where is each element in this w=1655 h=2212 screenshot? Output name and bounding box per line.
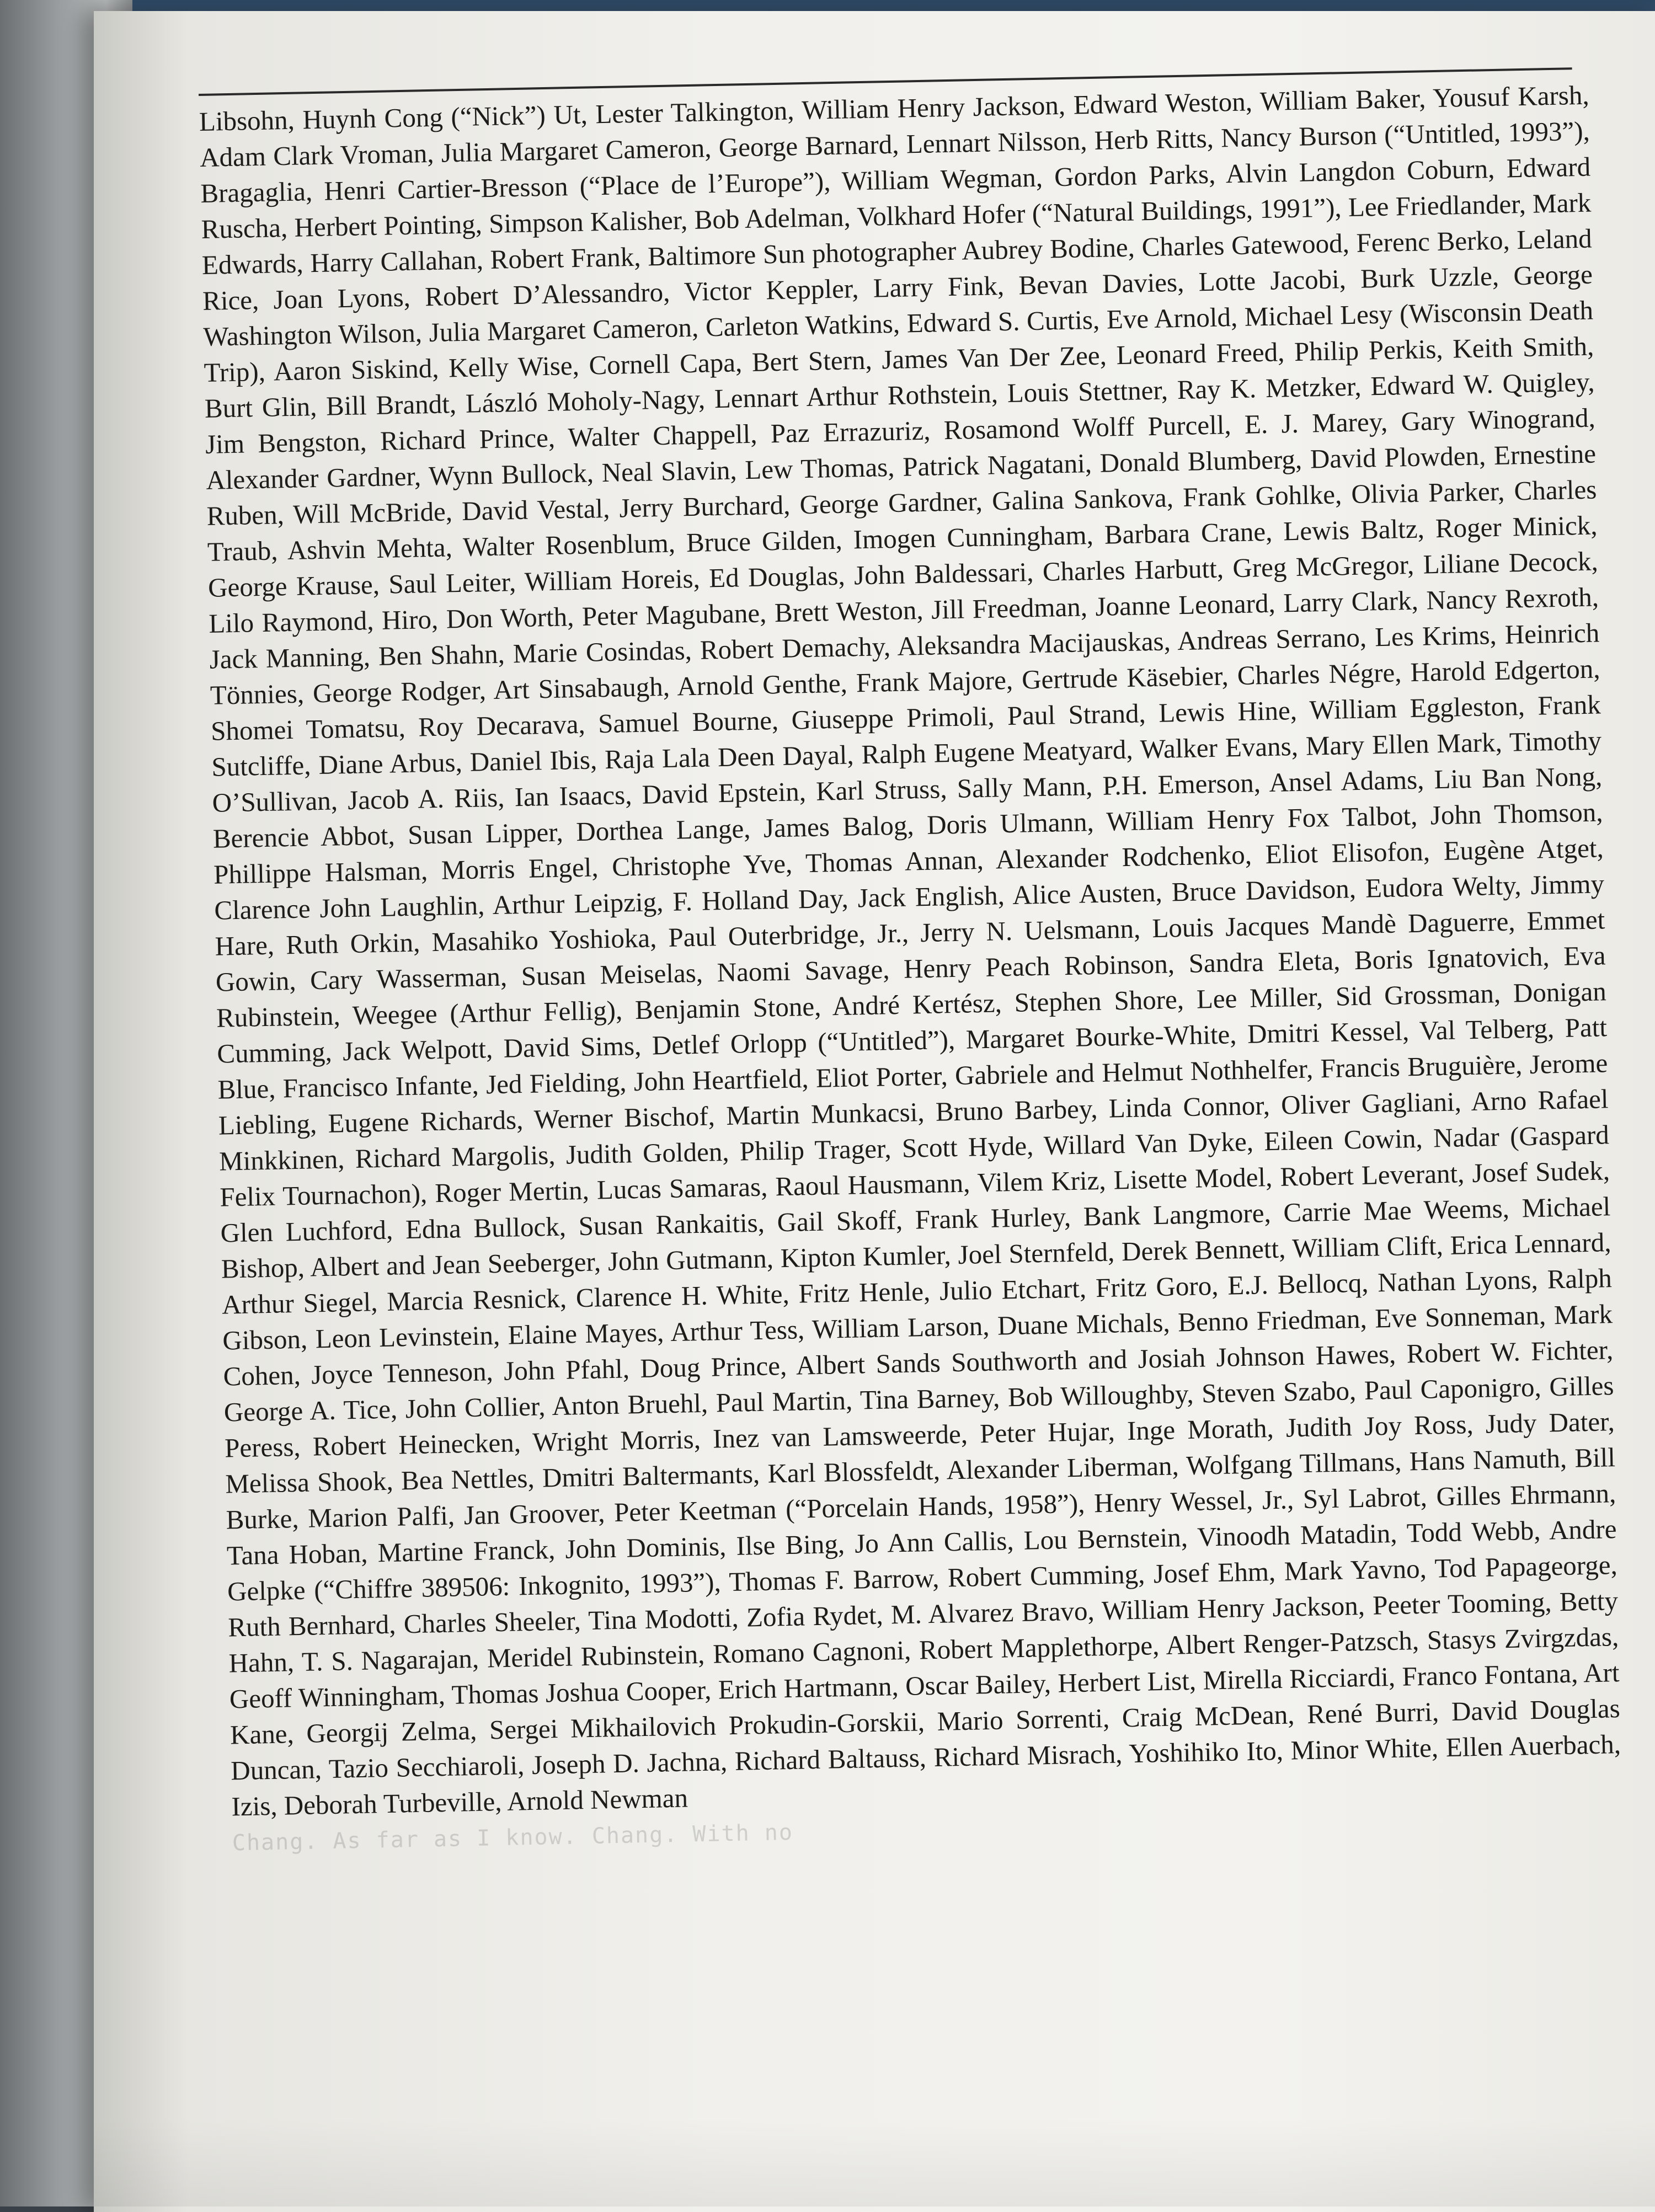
photographer-names-paragraph: Libsohn, Huynh Cong (“Nick”) Ut, Lester Talkington, William Henry Jackson, Edward Weston, William Baker, Yousuf Karsh, Adam Clark Vroman, Julia Margaret Cameron, George Barnard, Lennart Nilsson, Herb Ritts, Nancy Burson (“Untitled, 1993”), Bragaglia, Henri Cartier-Bresson (“Place de l’Europe”), William Wegman, Gordon Parks, Alvin Langdon Coburn, Edward Ruscha, Herbert Pointing, Simpson Kalisher, Bob Adelman, Volkhard Hofer (“Natural Buildings, 1991”), Lee Friedlander, Mark Edwards, Harry Callahan, Robert Frank, Baltimore Sun photographer Aubrey Bodine, Charles Gatewood, Ferenc Berko, Leland Rice, Joan Lyons, Robert D’Alessandro, Victor Keppler, Larry Fink, Bevan Davies, Lotte Jacobi, Burk Uzzle, George Washington Wilson, Julia Margaret Cameron, Carleton Watkins, Edward S. Curtis, Eve Arnold, Michael Lesy (Wisconsin Death Trip), Aaron Siskind, Kelly Wise, Cornell Capa, Bert Stern, James Van Der Zee, Leonard Freed, Philip Perkis, Keith Smith, Burt Glin, Bill Brandt, László Moholy-Nagy, Lennart Arthur Rothstein, Louis Stettner, Ray K. Metzker, Edward W. Quigley, Jim Bengston, Richard Prince, Walter Chappell, Paz Errazuriz, Rosamond Wolff Purcell, E. J. Marey, Gary Winogrand, Alexander Gardner, Wynn Bullock, Neal Slavin, Lew Thomas, Patrick Nagatani, Donald Blumberg, David Plowden, Ernestine Ruben, Will McBride, David Vestal, Jerry Burchard, George Gardner, Galina Sankova, Frank Gohlke, Olivia Parker, Charles Traub, Ashvin Mehta, Walter Rosenblum, Bruce Gilden, Imogen Cunningham, Barbara Crane, Lewis Baltz, Roger Minick, George Krause, Saul Leiter, William Horeis, Ed Douglas, John Baldessari, Charles Harbutt, Greg McGregor, Liliane Decock, Lilo Raymond, Hiro, Don Worth, Peter Magubane, Brett Weston, Jill Freedman, Joanne Leonard, Larry Clark, Nancy Rexroth, Jack Manning, Ben Shahn, Marie Cosindas, Robert Demachy, Aleksandra Macijauskas, Andreas Serrano, Les Krims, Heinrich Tönnies, George Rodger, Art Sinsabaugh, Arnold Genthe, Frank Majore, Gertrude Käsebier, Charles Négre, Harold Edgerton, Shomei Tomatsu, Roy Decarava, Samuel Bourne, Giuseppe Primoli, Paul Strand, Lewis Hine, William Eggleston, Frank Sutcliffe, Diane Arbus, Daniel Ibis, Raja Lala Deen Dayal, Ralph Eugene Meatyard, Walker Evans, Mary Ellen Mark, Timothy O’Sullivan, Jacob A. Riis, Ian Isaacs, David Epstein, Karl Struss, Sally Mann, P.H. Emerson, Ansel Adams, Liu Ban Nong, Berencie Abbot, Susan Lipper, Dorthea Lange, James Balog, Doris Ulmann, William Henry Fox Talbot, John Thomson, Phillippe Halsman, Morris Engel, Christophe Yve, Thomas Annan, Alexander Rodchenko, Eliot Elisofon, Eugène Atget, Clarence John Laughlin, Arthur Leipzig, F. Holland Day, Jack English, Alice Austen, Bruce Davidson, Eudora Welty, Jimmy Hare, Ruth Orkin, Masahiko Yoshioka, Paul Outerbridge, Jr., Jerry N. Uelsmann, Louis Jacques Mandè Daguerre, Emmet Gowin, Cary Wasserman, Susan Meiselas, Naomi Savage, Henry Peach Robinson, Sandra Eleta, Boris Ignatovich, Eva Rubinstein, Weegee (Arthur Fellig), Benjamin Stone, André Kertész, Stephen Shore, Lee Miller, Sid Grossman, Donigan Cumming, Jack Welpott, David Sims, Detlef Orlopp (“Untitled”), Margaret Bourke-White, Dmitri Kessel, Val Telberg, Patt Blue, Francisco Infante, Jed Fielding, John Heartfield, Eliot Porter, Gabriele and Helmut Nothhelfer, Francis Bruguière, Jerome Liebling, Eugene Richards, Werner Bischof, Martin Munkacsi, Bruno Barbey, Linda Connor, Oliver Gagliani, Arno Rafael Minkkinen, Richard Margolis, Judith Golden, Philip Trager, Scott Hyde, Willard Van Dyke, Eileen Cowin, Nadar (Gaspard Felix Tournachon), Roger Mertin, Lucas Samaras, Raoul Hausmann, Vilem Kriz, Lisette Model, Robert Leverant, Josef Sudek, Glen Luchford, Edna Bullock, Susan Rankaitis, Gail Skoff, Frank Hurley, Bank Langmore, Carrie Mae Weems, Michael Bishop, Albert and Jean Seeberger, John Gutmann, Kipton Kumler, Joel Sternfeld, Derek Bennett, William Clift, Erica Lennard, Arthur Siegel, Marcia Resnick, Clarence H. White, Fritz Henle, Julio Etchart, Fritz Goro, E.J. Bellocq, Nathan Lyons, Ralph Gibson, Leon Levinstein, Elaine Mayes, Arthur Tess, William Larson, Duane Michals, Benno Friedman, Eve Sonneman, Mark Cohen, Joyce Tenneson, John Pfahl, Doug Prince, Albert Sands Southworth and Josiah Johnson Hawes, Robert W. Fichter, George A. Tice, John Collier, Anton Bruehl, Paul Martin, Tina Barney, Bob Willoughby, Steven Szabo, Paul Caponigro, Gilles Peress, Robert Heinecken, Wright Morris, Inez van Lamsweerde, Peter Hujar, Inge Morath, Judith Joy Ross, Judy Dater, Melissa Shook, Bea Nettles, Dmitri Baltermants, Karl Blossfeldt, Alexander Liberman, Wolfgang Tillmans, Hans Namuth, Bill Burke, Marion Palfi, Jan Groover, Peter Keetman (“Porcelain Hands, 1958”), Henry Wessel, Jr., Syl Labrot, Gilles Ehrmann, Tana Hoban, Martine Franck, John Dominis, Ilse Bing, Jo Ann Callis, Lou Bernstein, Vinoodh Matadin, Todd Webb, Andre Gelpke (“Chiffre 389506: Inkognito, 1993”), Thomas F. Barrow, Robert Cumming, Josef Ehm, Mark Yavno, Tod Papageorge, Ruth Bernhard, Charles Sheeler, Tina Modotti, Zofia Rydet, M. Alvarez Bravo, William Henry Jackson, Peeter Tooming, Betty Hahn, T. S. Nagarajan, Meridel Rubinstein, Romano Cagnoni, Robert Mapplethorpe, Albert Renger-Patzsch, Stasys Zvirgzdas, Geoff Winningham, Thomas Joshua Cooper, Erich Hartmann, Oscar Bailey, Herbert List, Mirella Ricciardi, Franco Fontana, Art Kane, Georgij Zelma, Sergei Mikhailovich Prokudin-Gorskii, Mario Sorrenti, Craig McDean, René Burri, David Douglas Duncan, Tazio Secchiaroli, Joseph D. Jachna, Richard Baltauss, Richard Misrach, Yoshihiko Ito, Minor White, Ellen Auerbach, Izis, Deborah Turbeville, Arnold Newman: [199, 79, 1621, 1822]
page-text-block: [199, 67, 1622, 1857]
book-page: [94, 11, 1655, 2212]
bleed-through-text: Chang. As far as I know. Chang. With no: [232, 1819, 794, 1856]
